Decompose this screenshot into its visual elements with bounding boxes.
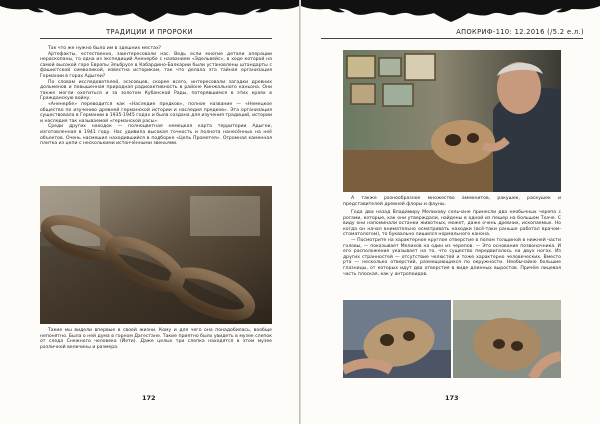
top-ornament-right bbox=[301, 0, 600, 26]
skull-photo-right bbox=[453, 300, 561, 378]
page-number-left: 172 bbox=[142, 394, 156, 402]
right-page bbox=[301, 0, 600, 424]
right-body-text bbox=[343, 210, 561, 277]
paragraph: Среди других находок — полноцветная немецкая карта территории Адыгеи, изготовленная в 1941 году. Нас удивила высокая точность и полнота нанесённых на неё объектов. Очень насмешил находившийся в подборке «Цепь Прометея». Огромная каменная плитка из цепи с несколькими истончёнными звеньями. bbox=[40, 124, 272, 147]
left-body-text bbox=[40, 46, 272, 147]
paragraph: Артефакты, естественно, заинтересовали нас. Ведь если многие детали операции нераскопаны, то одна из экспедиций Аненербе с названием «Эдельвейс», в ходе которой на самой высокой горе Европы Эльбрусе в Кабардино-Балкарии были установлены штандарты с фашистской символикой, известна историкам, так что делала эта тайная организация Германии в горах Адыгеи? bbox=[40, 51, 272, 79]
top-ornament-left bbox=[0, 0, 299, 26]
caption-paragraph: Такие мы видели впервые в своей жизни. Кому и для чего она понадобилась, вообще непонятно. Была о ней дума в горном Дагестане. Такие приятно было увидеть в музее слепок от следа Снежного человека (Йети). Даже целых три слепка находятся в этом музее различной величины и размера. bbox=[40, 328, 272, 350]
header-rule-left bbox=[40, 38, 272, 39]
paragraph: — Посмотрите на характерное круглое отверстие в полом толщиной в нижней части головы, — показывает Мелихов на один из черепов. — Это основание позвоночника. И его расположение указывает на то, что существо передвигалось на двух ногах. Из других странностей — отсутствие челюстей и тоже характерно человеческих. Вместо рта — несколько отверстий, размещающихся по окружности. Необычайно большие глазницы, от которых идут два отверстия в виде длинных выростов. Причём лицевая часть плоская, как у антропоидов. bbox=[343, 237, 561, 277]
paragraph: По словам исследователей, эсэсовцев, скорее всего, интересовали загадки древних дольменов и повышенная природная радиоактивность в районе Кинжального каньона. Они также могли охотиться и за золотом Кубанской Рады, потерявшимся в этих краях в Гражданскую войну. bbox=[40, 79, 272, 102]
paragraph: «Аненербе» переводится как «Наследие предков», полное название — «Немецкое общество по изучению древней германской истории и наследия предков». Эта организация существовала в Германии в 1935-1945 годах и была создана для изучения традиций, истории и наследия так называемой «германской расы». bbox=[40, 101, 272, 124]
page-number-right: 173 bbox=[445, 394, 459, 402]
skull-photo-left bbox=[343, 300, 451, 378]
caption-paragraph: А также разнообразное множество аммонитов, ракушек, раскушек и представителей древней флоры и фауны. bbox=[343, 196, 561, 207]
right-caption-top bbox=[343, 196, 561, 207]
man-with-skull-photo bbox=[343, 50, 561, 192]
header-rule-right bbox=[321, 38, 583, 39]
paragraph: Года два назад Владимиру Мелихову сельчане принесли два необычных черепа с рогами, которые, как они утверждали, найдены в одной из пещер на большом Тхаче. С виду они напоминали останки животных, может, даже очень древних, ископаемых. Но когда он начал внимательно осматривать находки (всё-таки раньше работал врачом-стоматологом), то буквально лишился нормального канона. bbox=[343, 210, 561, 238]
chain-photo bbox=[40, 186, 272, 324]
left-caption bbox=[40, 328, 272, 350]
running-head-left: ТРАДИЦИИ И ПРОРОКИ bbox=[106, 28, 193, 36]
paragraph: Так что же нужно было им в здешних местах? bbox=[48, 46, 162, 51]
running-head-right: АПОКРИФ-110: 12.2016 (/5.2 е.л.) bbox=[456, 28, 584, 36]
left-page bbox=[0, 0, 299, 424]
